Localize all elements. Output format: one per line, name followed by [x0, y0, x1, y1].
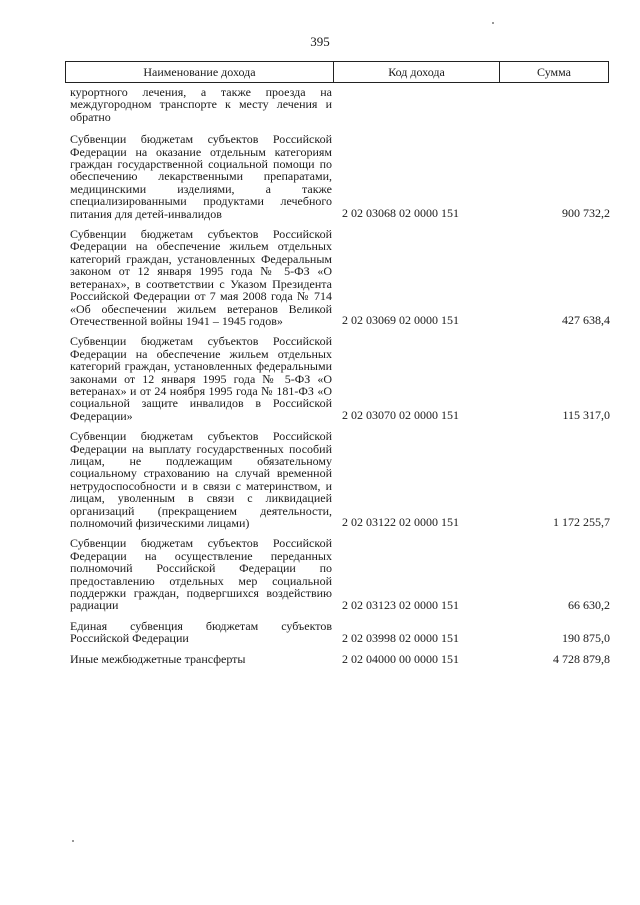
income-sum: 66 630,2 — [568, 597, 610, 612]
income-sum: 900 732,2 — [562, 206, 610, 221]
column-header-name: Наименование дохода — [66, 62, 334, 82]
income-name: курортного лечения, а также проезда на междугородном транспорте к месту лечения и обратно — [70, 85, 332, 124]
table-body — [70, 86, 610, 674]
income-sum: 190 875,0 — [562, 630, 610, 645]
table-row — [70, 228, 610, 327]
table-row — [70, 653, 610, 666]
income-code: 2 02 04000 00 0000 151 — [342, 651, 459, 666]
income-name: Субвенции бюджетам субъектов Российской Федерации на обеспечение жильем отдельных категорий граждан, установленных Федеральным законом от 12 января 1995 года № 5-ФЗ «О ветеранах», в соответствии с Указом Президента Российской Федерации от 7 мая 2008 года № 714 «Об обеспечении жильем ветеранов Великой Отечественной войны 1941 – 1945 годов» — [70, 227, 332, 328]
income-name: Субвенции бюджетам субъектов Российской Федерации на оказание отдельным категориям граждан государственной социальной помощи по обеспечению лекарственными препаратами, медицинскими изделиями, а также специализированными продуктами лечебного питания для детей-инвалидов — [70, 132, 332, 221]
income-code: 2 02 03123 02 0000 151 — [342, 597, 459, 612]
income-sum: 115 317,0 — [562, 408, 610, 423]
income-name: Субвенции бюджетам субъектов Российской Федерации на обеспечение жильем отдельных категорий граждан, установленных федеральными законами от 12 января 1995 года № 5-ФЗ «О ветеранах» и от 24 ноября 1995 года № 181-ФЗ «О социальной защите инвалидов в Российской Федерации» — [70, 334, 332, 423]
table-row — [70, 133, 610, 220]
income-name: Иные межбюджетные трансферты — [70, 652, 246, 667]
scan-speck — [492, 22, 494, 24]
table-row — [70, 335, 610, 422]
income-name: Единая субвенция бюджетам субъектов Российской Федерации — [70, 618, 332, 646]
income-sum: 4 728 879,8 — [553, 651, 610, 666]
table-row — [70, 620, 610, 645]
table-header — [65, 61, 609, 83]
table-row — [70, 537, 610, 611]
income-code: 2 02 03068 02 0000 151 — [342, 206, 459, 221]
income-code: 2 02 03069 02 0000 151 — [342, 313, 459, 328]
page-number: 395 — [310, 34, 330, 49]
table-row — [70, 86, 610, 123]
column-header-sum: Сумма — [537, 64, 571, 79]
income-name: Субвенции бюджетам субъектов Российской Федерации на выплату государственных пособий лицам, не подлежащим обязательному социальному страхованию на случай временной нетрудоспособности и в связи с материнством, и лицам, уволенным в связи с ликвидацией организаций (прекращением деятельности, полномочий физическими лицами) — [70, 429, 332, 530]
income-code: 2 02 03998 02 0000 151 — [342, 630, 459, 645]
income-sum: 427 638,4 — [562, 313, 610, 328]
income-name: Субвенции бюджетам субъектов Российской Федерации на осуществление переданных полномочий Российской Федерации по предоставлению отдельных мер социальной поддержки граждан, подвергшихся воздействию радиации — [70, 536, 332, 613]
table-row — [70, 430, 610, 529]
income-sum: 1 172 255,7 — [553, 515, 610, 530]
scan-speck — [72, 840, 74, 842]
income-code: 2 02 03070 02 0000 151 — [342, 408, 459, 423]
column-header-code: Код дохода — [334, 62, 500, 82]
income-code: 2 02 03122 02 0000 151 — [342, 515, 459, 530]
